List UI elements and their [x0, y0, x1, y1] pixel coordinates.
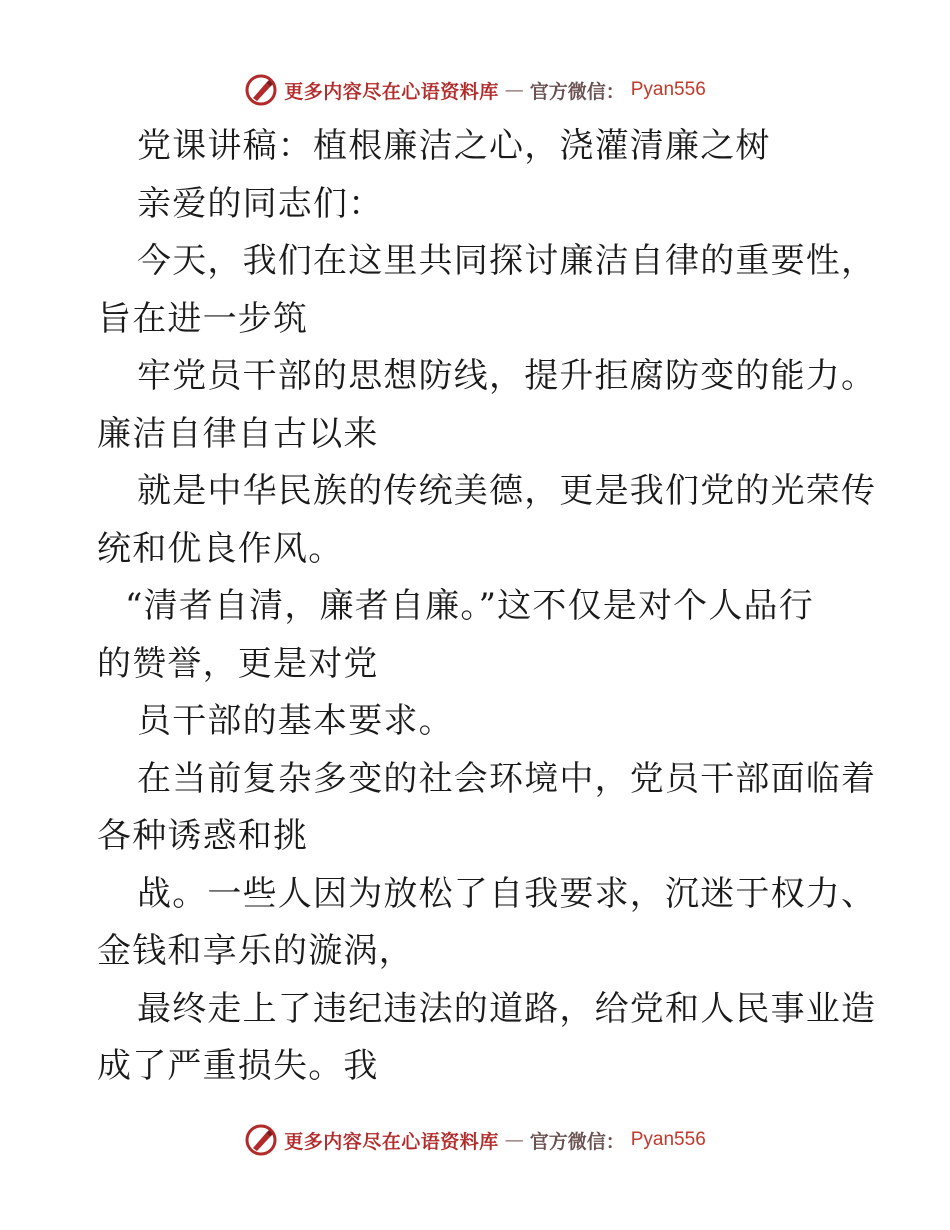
pen-logo-icon — [244, 73, 278, 107]
watermark-brand: 更多内容尽在心语资料库 — [284, 80, 499, 103]
text-line: 统和优良作风。 — [97, 528, 344, 569]
salutation: 亲爱的同志们： — [137, 183, 384, 224]
text-line: 最终走上了违纪违法的道路，给党和人民事业造 — [137, 988, 877, 1029]
header-watermark — [0, 70, 950, 110]
footer-watermark — [0, 1120, 950, 1160]
text-line: 旨在进一步筑 — [97, 298, 309, 339]
text-line: 廉洁自律自古以来 — [97, 413, 379, 454]
text-line: 金钱和享乐的漩涡， — [97, 931, 414, 971]
text-line: 成了严重损失。我 — [97, 1046, 379, 1086]
text-line: 员干部的基本要求。 — [137, 701, 454, 741]
document-body — [97, 118, 877, 1096]
watermark-wechat-label: 官方微信： — [529, 80, 625, 103]
document-title: 党课讲稿：植根廉洁之心，浇灌清廉之树 — [137, 126, 771, 166]
text-line: “清者自清，廉者自廉。”这不仅是对个人品行 — [125, 586, 814, 626]
watermark-wechat-label: 官方微信： — [529, 1130, 625, 1153]
text-line: 就是中华民族的传统美德，更是我们党的光荣传 — [137, 471, 877, 511]
text-line: 的赞誉，更是对党 — [97, 643, 379, 684]
watermark-dash: — — [504, 1129, 524, 1151]
pen-logo-icon — [244, 1123, 278, 1157]
text-line: 牢党员干部的思想防线，提升拒腐防变的能力。 — [137, 356, 877, 396]
text-line: 战。一些人因为放松了自我要求，沉迷于权力、 — [137, 873, 877, 914]
text-line: 在当前复杂多变的社会环境中，党员干部面临着 — [137, 758, 877, 799]
watermark-dash: — — [504, 79, 524, 101]
text-line: 各种诱惑和挑 — [97, 816, 309, 856]
watermark-wechat-id: Pyan556 — [630, 1129, 706, 1150]
text-line: 今天，我们在这里共同探讨廉洁自律的重要性， — [137, 241, 877, 281]
watermark-wechat-id: Pyan556 — [630, 79, 706, 100]
watermark-brand: 更多内容尽在心语资料库 — [284, 1130, 499, 1153]
